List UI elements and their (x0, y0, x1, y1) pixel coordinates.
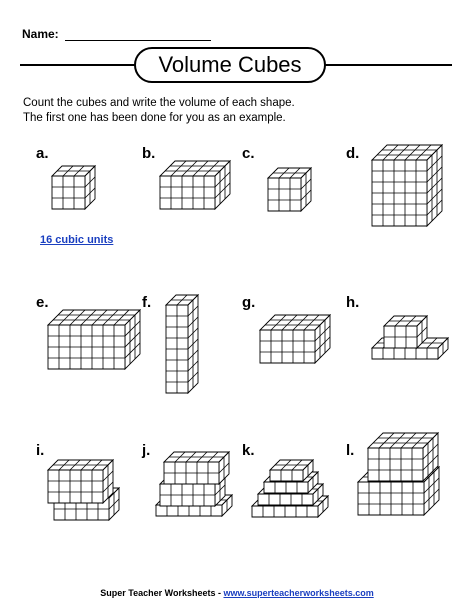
problem-label-c: c. (242, 145, 255, 162)
problem-label-i: i. (36, 442, 45, 459)
cube-shape-j-top (164, 452, 229, 484)
footer-brand: Super Teacher Worksheets - (100, 588, 224, 598)
problem-label-f: f. (142, 294, 152, 311)
problem-label-l: l. (346, 442, 355, 459)
cube-shape-g (260, 315, 330, 363)
problem-label-a: a. (36, 145, 49, 162)
cube-shape-e (48, 310, 140, 369)
cube-shape-l-top (368, 433, 438, 481)
cube-shape-k-top (270, 460, 313, 481)
footer (0, 588, 474, 598)
cube-shape-a (52, 166, 95, 209)
problem-label-j: j. (142, 442, 151, 459)
cube-shape-c (268, 168, 311, 211)
cube-shape-i-top (48, 460, 113, 503)
cube-shape-h-top (384, 316, 427, 348)
cube-shape-b (160, 161, 230, 209)
problem-label-b: b. (142, 145, 156, 162)
name-label: Name: (22, 27, 59, 41)
cube-shape-d (372, 145, 442, 226)
answer-a: 16 cubic units (40, 234, 114, 246)
problem-label-e: e. (36, 294, 49, 311)
problem-label-k: k. (242, 442, 255, 459)
problem-label-h: h. (346, 294, 360, 311)
problem-label-d: d. (346, 145, 360, 162)
problem-label-g: g. (242, 294, 256, 311)
footer-link[interactable]: www.superteacherworksheets.com (223, 588, 374, 598)
instructions-line-2: The first one has been done for you as an example. (23, 112, 286, 124)
cube-shape-f (166, 295, 198, 393)
page-title: Volume Cubes (134, 47, 326, 83)
instructions-line-1: Count the cubes and write the volume of each shape. (23, 97, 295, 109)
